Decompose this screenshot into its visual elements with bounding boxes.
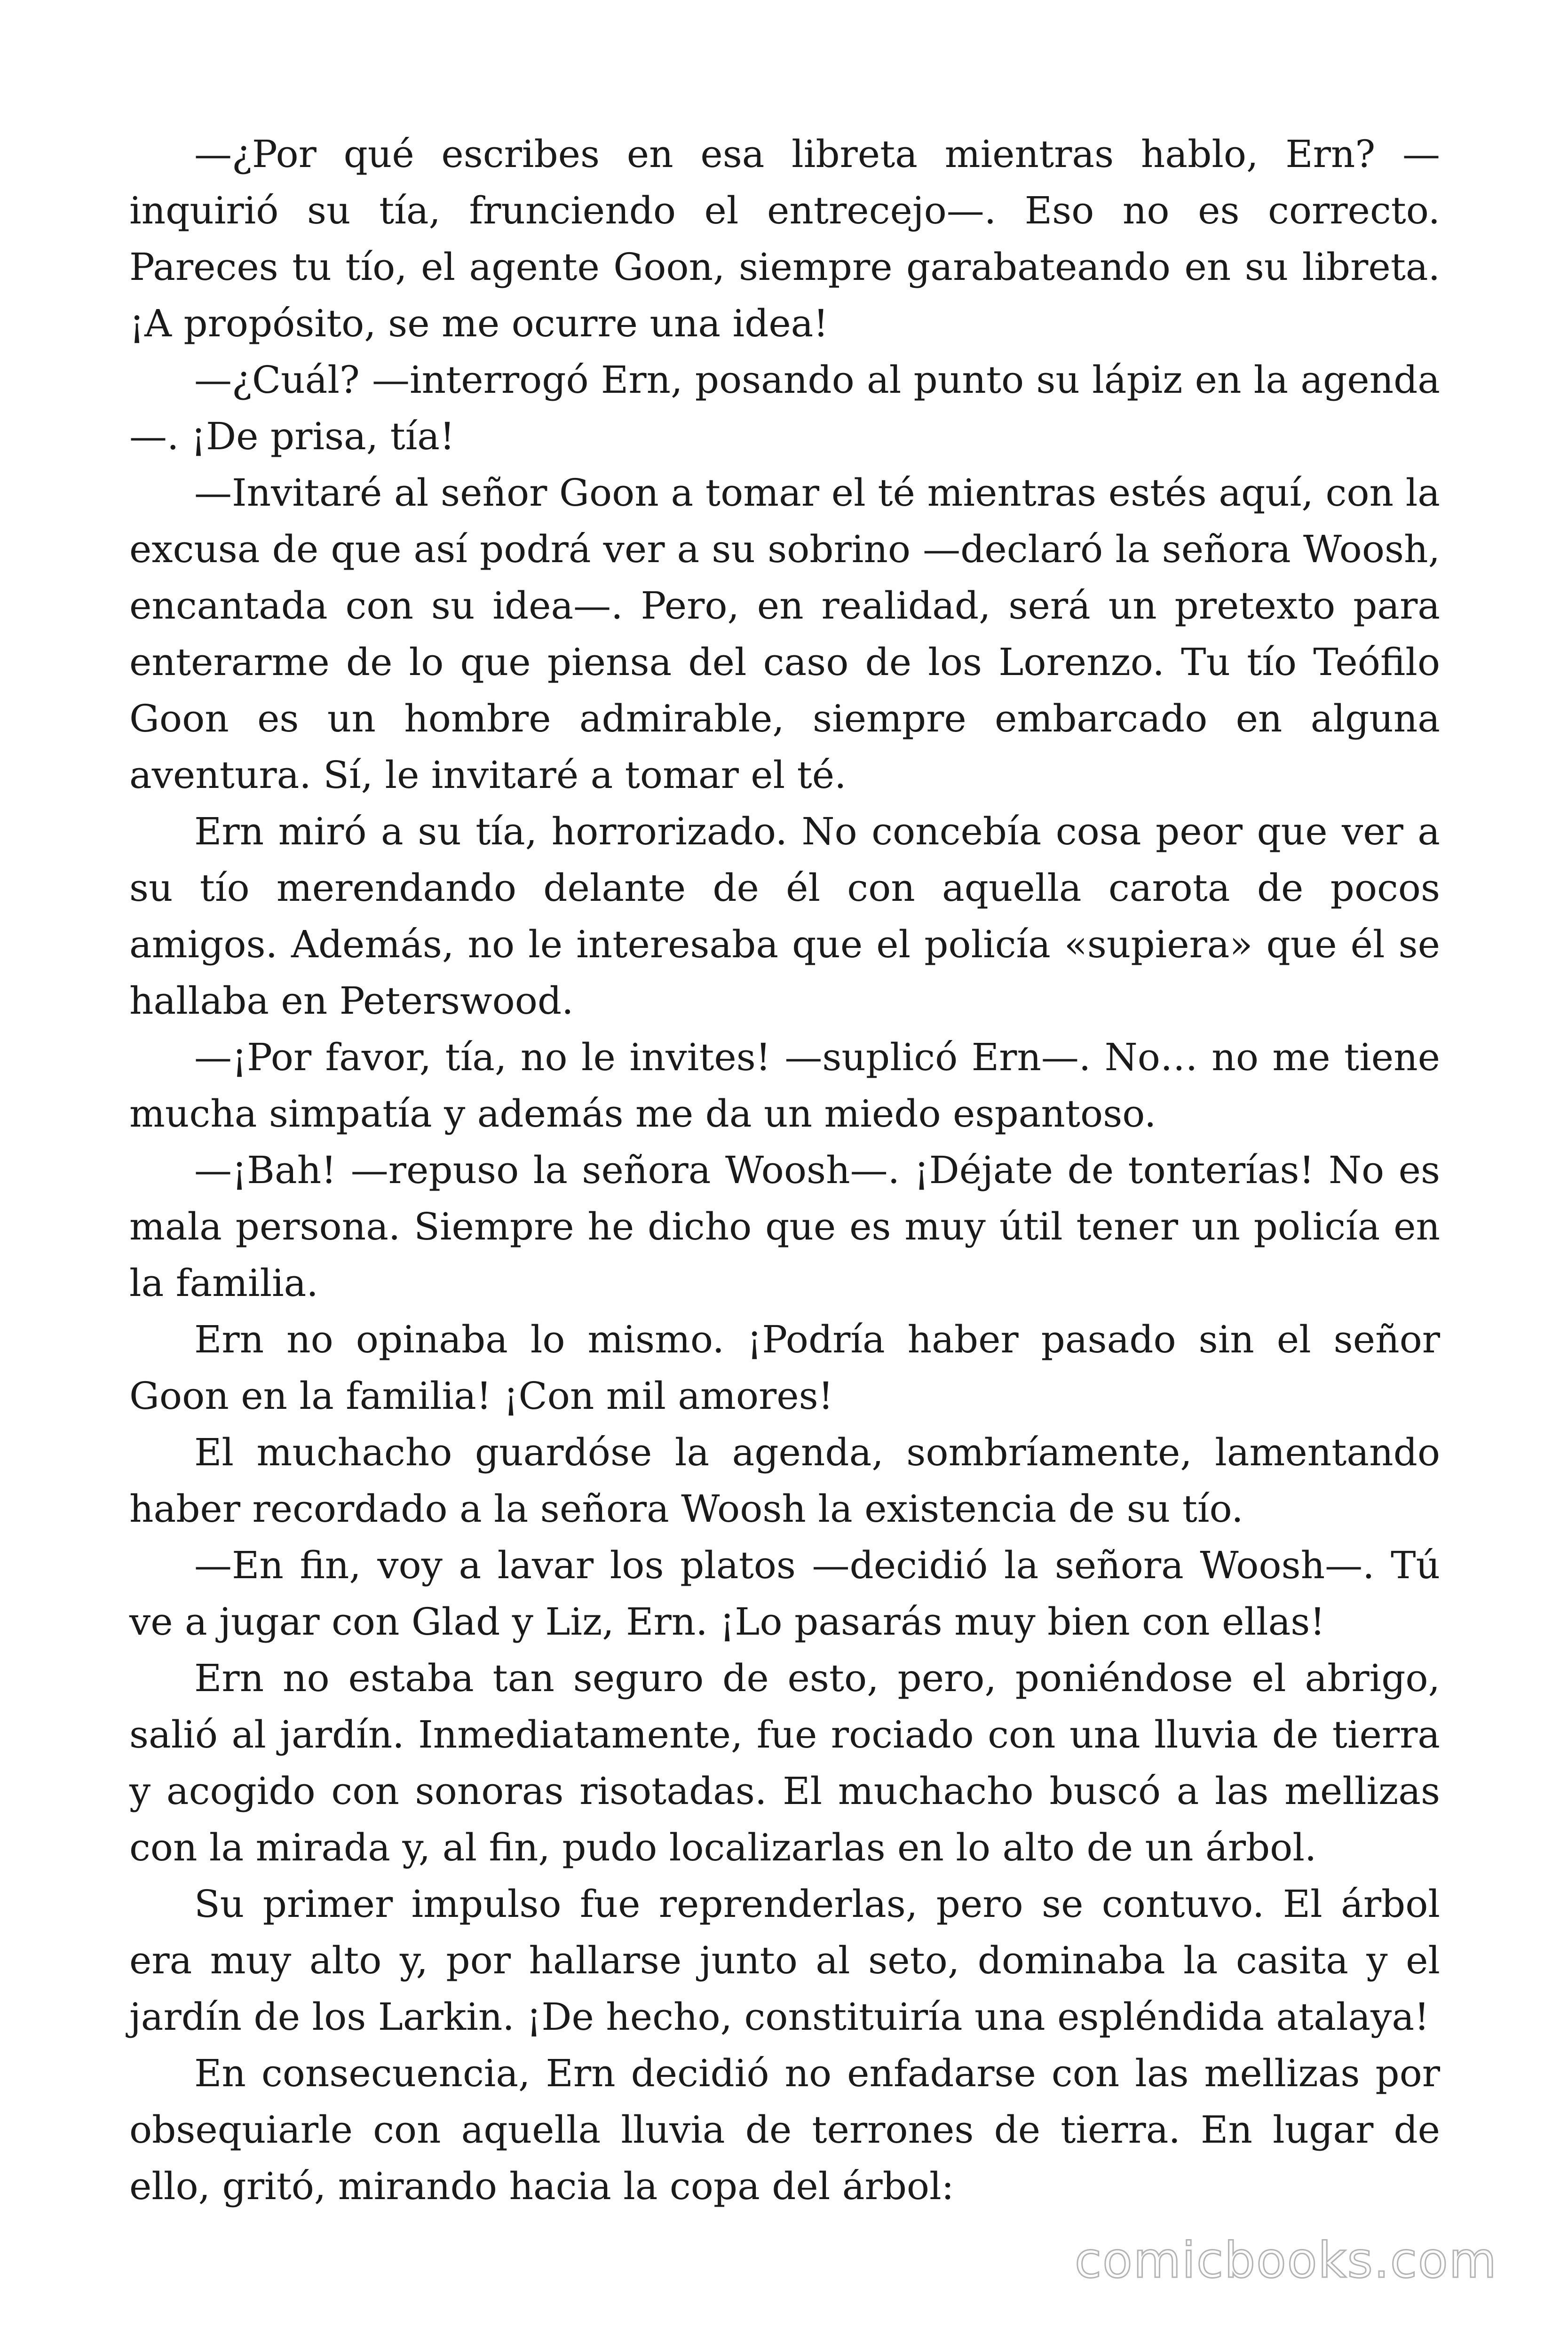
paragraph: —¿Por qué escribes en esa libreta mientras hablo, Ern? —inquirió su tía, frunciendo el entrecejo—. Eso no es correcto. Pareces tu tío, el agente Goon, siempre garabateando en su libreta. ¡A propósito, se me ocurre una idea! [129, 132, 1440, 345]
paragraph: —En fin, voy a lavar los platos —decidió la señora Woosh—. Tú ve a jugar con Glad y Liz, Ern. ¡Lo pasarás muy bien con ellas! [129, 1543, 1440, 1644]
paragraph: Ern no estaba tan seguro de esto, pero, poniéndose el abrigo, salió al jardín. Inmediatamente, fue rociado con una lluvia de tierra y acogido con sonoras risotadas. El muchacho buscó a las mellizas con la mirada y, al fin, pudo localizarlas en lo alto de un árbol. [129, 1656, 1440, 1869]
paragraph: Su primer impulso fue reprenderlas, pero se contuvo. El árbol era muy alto y, por hallarse junto al seto, dominaba la casita y el jardín de los Larkin. ¡De hecho, constituiría una espléndida atalaya! [129, 1882, 1440, 2039]
paragraph: Ern no opinaba lo mismo. ¡Podría haber pasado sin el señor Goon en la familia! ¡Con mil amores! [129, 1318, 1440, 1418]
book-page-text [129, 126, 1440, 2215]
paragraph: —¡Por favor, tía, no le invites! —suplicó Ern—. No… no me tiene mucha simpatía y además me da un miedo espantoso. [129, 1035, 1440, 1136]
paragraph: El muchacho guardóse la agenda, sombríamente, lamentando haber recordado a la señora Woosh la existencia de su tío. [129, 1430, 1440, 1531]
paragraph: En consecuencia, Ern decidió no enfadarse con las mellizas por obsequiarle con aquella lluvia de terrones de tierra. En lugar de ello, gritó, mirando hacia la copa del árbol: [129, 2051, 1440, 2208]
paragraph: —¿Cuál? —interrogó Ern, posando al punto su lápiz en la agenda—. ¡De prisa, tía! [129, 358, 1440, 458]
paragraph: —Invitaré al señor Goon a tomar el té mientras estés aquí, con la excusa de que así podrá ver a su sobrino —declaró la señora Woosh, encantada con su idea—. Pero, en realidad, será un pretexto para enterarme de lo que piensa del caso de los Lorenzo. Tu tío Teófilo Goon es un hombre admirable, siempre embarcado en alguna aventura. Sí, le invitaré a tomar el té. [129, 471, 1440, 797]
paragraph: Ern miró a su tía, horrorizado. No concebía cosa peor que ver a su tío merendando delante de él con aquella carota de pocos amigos. Además, no le interesaba que el policía «supiera» que él se hallaba en Peterswood. [129, 810, 1440, 1023]
watermark: comicbooks.com [1074, 2232, 1497, 2289]
paragraph: —¡Bah! —repuso la señora Woosh—. ¡Déjate de tonterías! No es mala persona. Siempre he dicho que es muy útil tener un policía en la familia. [129, 1148, 1440, 1305]
